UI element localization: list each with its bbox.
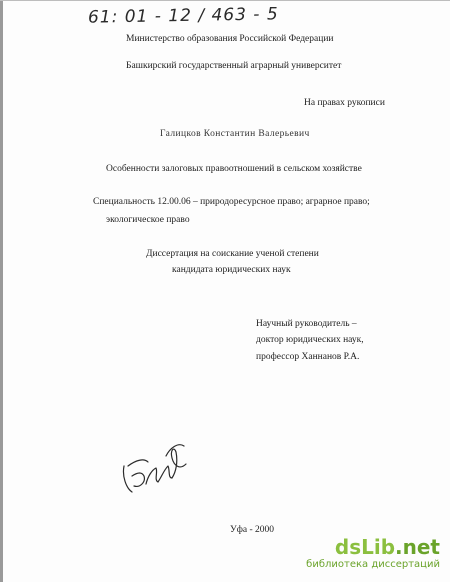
- degree-line-1: Диссертация на соискание ученой степени: [146, 249, 319, 259]
- ministry-line: Министерство образования Российской Федерации: [126, 34, 334, 44]
- scan-edge-left: [0, 0, 3, 582]
- supervisor-line-1: Научный руководитель –: [256, 319, 357, 329]
- handwritten-signature: [118, 436, 194, 496]
- thesis-title: Особенности залоговых правоотношений в сельском хозяйстве: [106, 164, 362, 174]
- dslib-logo: [335, 536, 440, 558]
- author-name: Галицков Константин Валерьевич: [160, 129, 310, 139]
- rights-note: На правах рукописи: [304, 98, 385, 108]
- specialty-line-2: экологическое право: [106, 215, 190, 225]
- logo-suffix: .net: [395, 535, 440, 559]
- specialty-line-1: Специальность 12.00.06 – природоресурсное право; аграрное право;: [93, 197, 370, 207]
- handwritten-archive-code: 61: 01 - 12 / 463 - 5: [87, 4, 279, 28]
- dslib-watermark[interactable]: [306, 535, 440, 576]
- degree-line-2: кандидата юридических наук: [172, 265, 291, 275]
- logo-main: dsLib: [334, 535, 396, 559]
- university-line: Башкирский государственный аграрный университет: [126, 61, 342, 71]
- supervisor-line-3: профессор Ханнанов Р.А.: [256, 352, 360, 362]
- supervisor-line-2: доктор юридических наук,: [256, 335, 364, 345]
- watermark-subtitle: библиотека диссертаций: [306, 559, 440, 570]
- scan-edge-top: [0, 0, 450, 1]
- city-year: Уфа - 2000: [230, 525, 275, 535]
